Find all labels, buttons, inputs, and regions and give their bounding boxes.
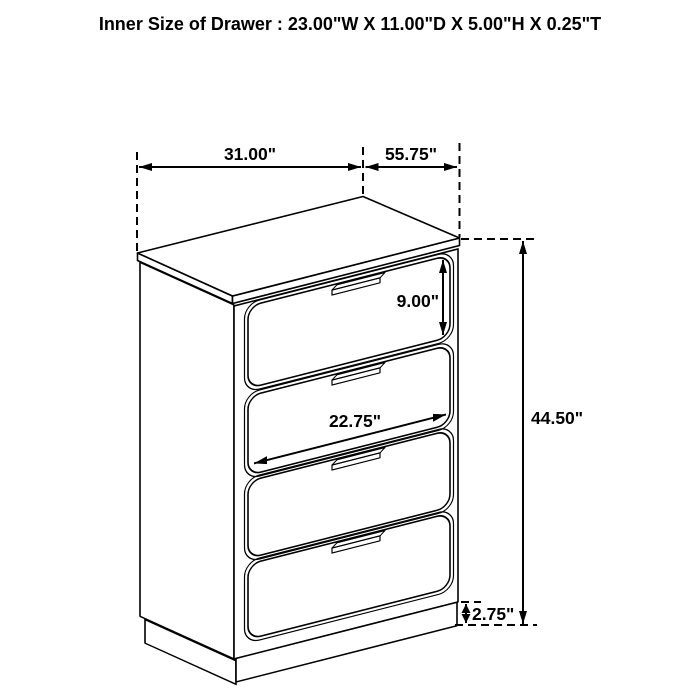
dim-top-width-label: 31.00" [223, 144, 277, 164]
dim-drawer-height-label: 9.00" [396, 291, 439, 311]
chest-side-panel [140, 262, 234, 659]
dim-top-depth-label: 55.75" [384, 144, 438, 164]
chest-front-group [234, 249, 458, 682]
dim-base-height-label: 2.75" [472, 604, 515, 624]
page-title: Inner Size of Drawer : 23.00"W X 11.00"D X 5.00"H X 0.25"T [98, 14, 602, 34]
dim-overall-height-label: 44.50" [531, 408, 584, 428]
chest-side-group [140, 262, 236, 684]
dim-drawer-width-label: 22.75" [328, 411, 382, 431]
